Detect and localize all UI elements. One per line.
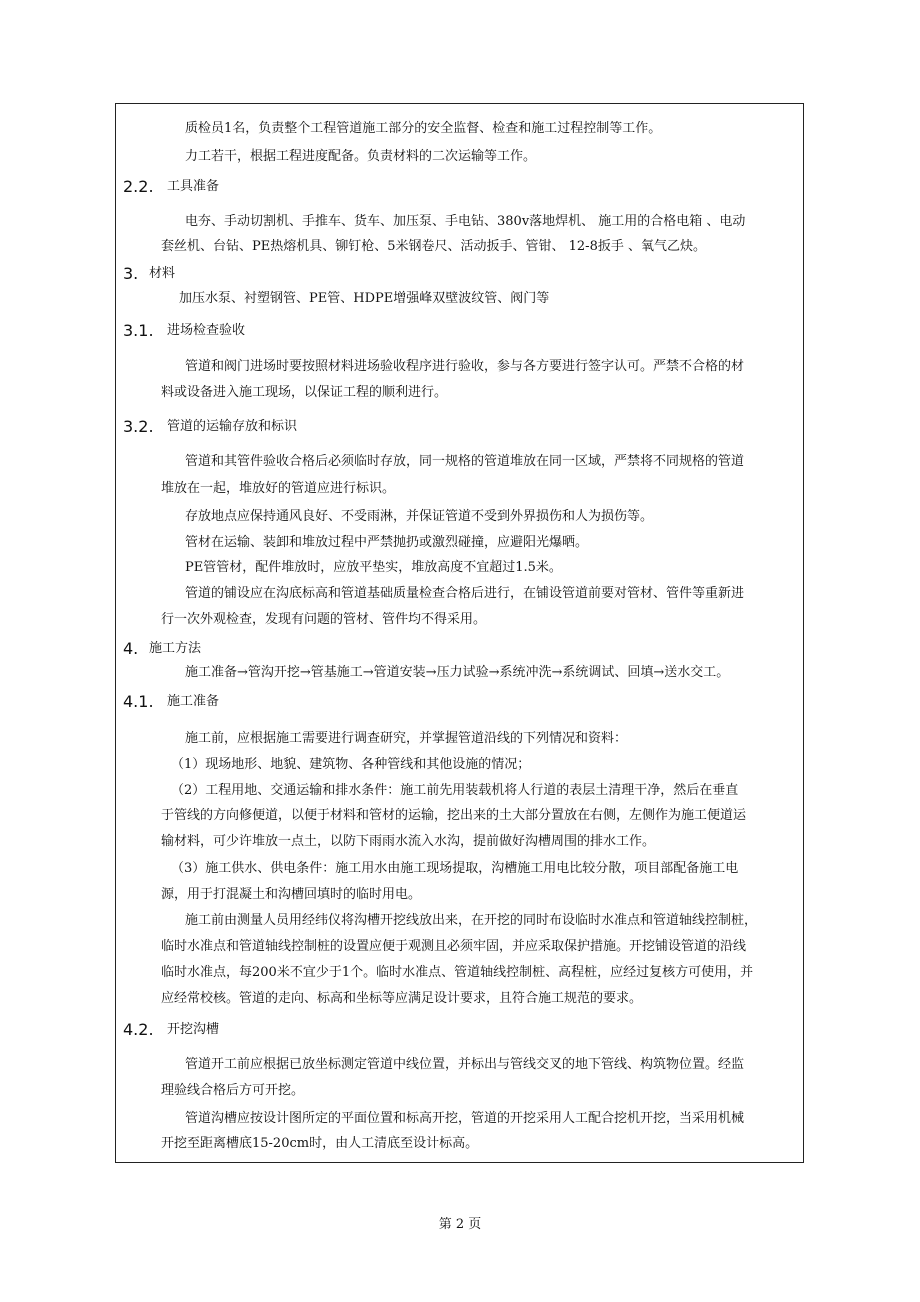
paragraph-line: 输材料，可少许堆放一点土，以防下雨雨水流入水沟，提前做好沟槽周围的排水工作。 [161,834,656,849]
section-title: 施工方法 [149,641,202,656]
section-title: 进场检查验收 [167,323,246,338]
paragraph-line: 电夯、手动切割机、手推车、货车、加压泵、手电钻、380v落地焊机、 施工用的合格电箱 、电动 [185,214,746,229]
paragraph-line: 应经常校核。管道的走向、标高和坐标等应满足设计要求，且符合施工规范的要求。 [161,991,643,1006]
paragraph-line: 管道的铺设应在沟底标高和管道基础质量检查合格后进行，在铺设管道前要对管材、管件等重新进 [185,586,745,601]
paragraph-line: 管材在运输、装卸和堆放过程中严禁抛扔或激烈碰撞，应避阳光爆晒。 [185,535,589,550]
section-number: 3. [123,264,139,283]
section-number: 3.1. [123,321,154,340]
paragraph-line: 临时水准点，每200米不宜少于1个。临时水准点、管道轴线控制桩、高程桩，应经过复核方可使用，并 [161,965,754,980]
section-title: 工具准备 [167,179,220,194]
section-title: 材料 [149,266,176,281]
paragraph-line: 加压水泵、衬塑钢管、PE管、HDPE增强峰双壁波纹管、阀门等 [179,291,550,306]
paragraph-line: 质检员1名，负责整个工程管道施工部分的安全监督、检查和施工过程控制等工作。 [185,121,662,136]
paragraph-line: PE管管材，配件堆放时，应放平垫实，堆放高度不宜超过1.5米。 [185,560,562,575]
paragraph-line: 理验线合格后方可开挖。 [161,1083,305,1098]
paragraph-line: 存放地点应保持通风良好、不受雨淋，并保证管道不受到外界损伤和人为损伤等。 [185,509,654,524]
paragraph-line: 于管线的方向修便道，以便于材料和管材的运输，挖出来的土大部分置放在右侧，左侧作为施工便道运 [161,808,747,823]
paragraph-line: （2）工程用地、交通运输和排水条件：施工前先用装载机将人行道的表层土清理干净，然后在垂直 [171,783,739,798]
paragraph-line: 管道和阀门进场时要按照材料进场验收程序进行验收，参与各方要进行签字认可。严禁不合格的材 [185,359,745,374]
paragraph-line: 力工若干，根据工程进度配备。负责材料的二次运输等工作。 [185,149,537,164]
section-title: 管道的运输存放和标识 [167,419,298,434]
paragraph-line: 施工前由测量人员用经纬仪将沟槽开挖线放出来，在开挖的同时布设临时水准点和管道轴线控制桩， [185,913,758,928]
paragraph-line: 施工准备→管沟开挖→管基施工→管道安装→压力试验→系统冲洗→系统调试、回填→送水交工。 [185,665,730,680]
paragraph-line: 套丝机、台钻、PE热熔机具、铆钉枪、5米钢卷尺、活动扳手、管钳、 12-8扳手 、氧气乙炔。 [161,239,706,254]
paragraph-line: 管道和其管件验收合格后必须临时存放，同一规格的管道堆放在同一区域，严禁将不同规格的管道 [185,454,745,469]
paragraph-line: 管道开工前应根据已放坐标测定管道中线位置，并标出与管线交叉的地下管线、构筑物位置。经监 [185,1057,745,1072]
section-title: 开挖沟槽 [167,1022,220,1037]
paragraph-line: （1）现场地形、地貌、建筑物、各种管线和其他设施的情况； [171,757,531,772]
paragraph-line: 料或设备进入施工现场，以保证工程的顺利进行。 [161,385,448,400]
paragraph-line: 开挖至距离槽底15-20cm时，由人工清底至设计标高。 [161,1136,479,1151]
paragraph-line: 行一次外观检查，发现有问题的管材、管件均不得采用。 [161,612,487,627]
section-title: 施工准备 [167,694,220,709]
section-number: 4.2. [123,1020,154,1039]
paragraph-line: 源，用于打混凝土和沟槽回填时的临时用电。 [161,887,422,902]
paragraph-line: 施工前，应根据施工需要进行调查研究，并掌握管道沿线的下列情况和资料： [185,731,628,746]
page-number: 第 2 页 [438,1217,482,1232]
section-number: 4. [123,639,139,658]
section-number: 2.2. [123,177,154,196]
section-number: 4.1. [123,692,154,711]
paragraph-line: 堆放在一起，堆放好的管道应进行标识。 [161,481,396,496]
document-frame [115,103,804,1163]
paragraph-line: 管道沟槽应按设计图所定的平面位置和标高开挖，管道的开挖采用人工配合挖机开挖，当采用机械 [185,1111,745,1126]
paragraph-line: （3）施工供水、供电条件：施工用水由施工现场提取，沟槽施工用电比较分散，项目部配备施工电 [171,861,739,876]
section-number: 3.2. [123,417,154,436]
paragraph-line: 临时水准点和管道轴线控制桩的设置应便于观测且必须牢固，并应采取保护措施。开挖铺设管道的沿线 [161,939,747,954]
